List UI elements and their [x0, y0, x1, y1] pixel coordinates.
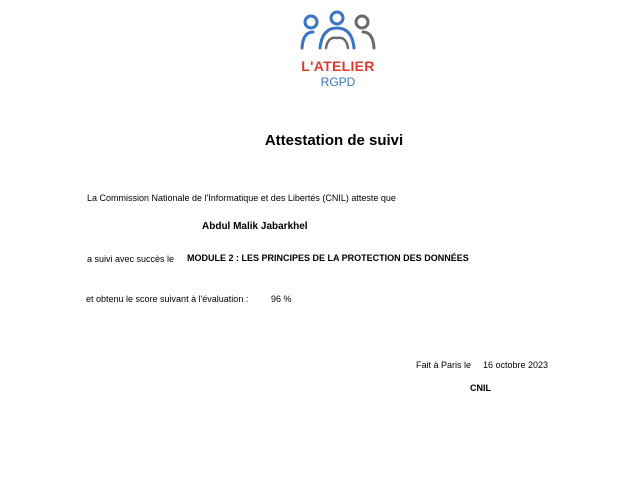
signature: CNIL: [470, 383, 491, 393]
recipient-name: Abdul Malik Jabarkhel: [202, 221, 308, 232]
score-value: 96 %: [271, 294, 292, 304]
logo-subtitle: RGPD: [320, 75, 356, 89]
module-prefix-text: a suivi avec succès le: [87, 254, 175, 264]
people-group-icon: [298, 8, 378, 58]
place-label: Fait à Paris le: [416, 360, 472, 370]
certificate-title: Attestation de suivi: [264, 132, 404, 149]
intro-text: La Commission Nationale de l'Informatique et des Libertés (CNIL) atteste que: [87, 193, 396, 203]
logo-title: L'ATELIER: [301, 58, 375, 74]
atelier-rgpd-logo: [298, 8, 378, 98]
module-title: MODULE 2 : LES PRINCIPES DE LA PROTECTION DES DONNÉES: [187, 253, 469, 263]
score-label: et obtenu le score suivant à l'évaluation :: [86, 294, 249, 304]
issue-date: 16 octobre 2023: [483, 360, 549, 370]
